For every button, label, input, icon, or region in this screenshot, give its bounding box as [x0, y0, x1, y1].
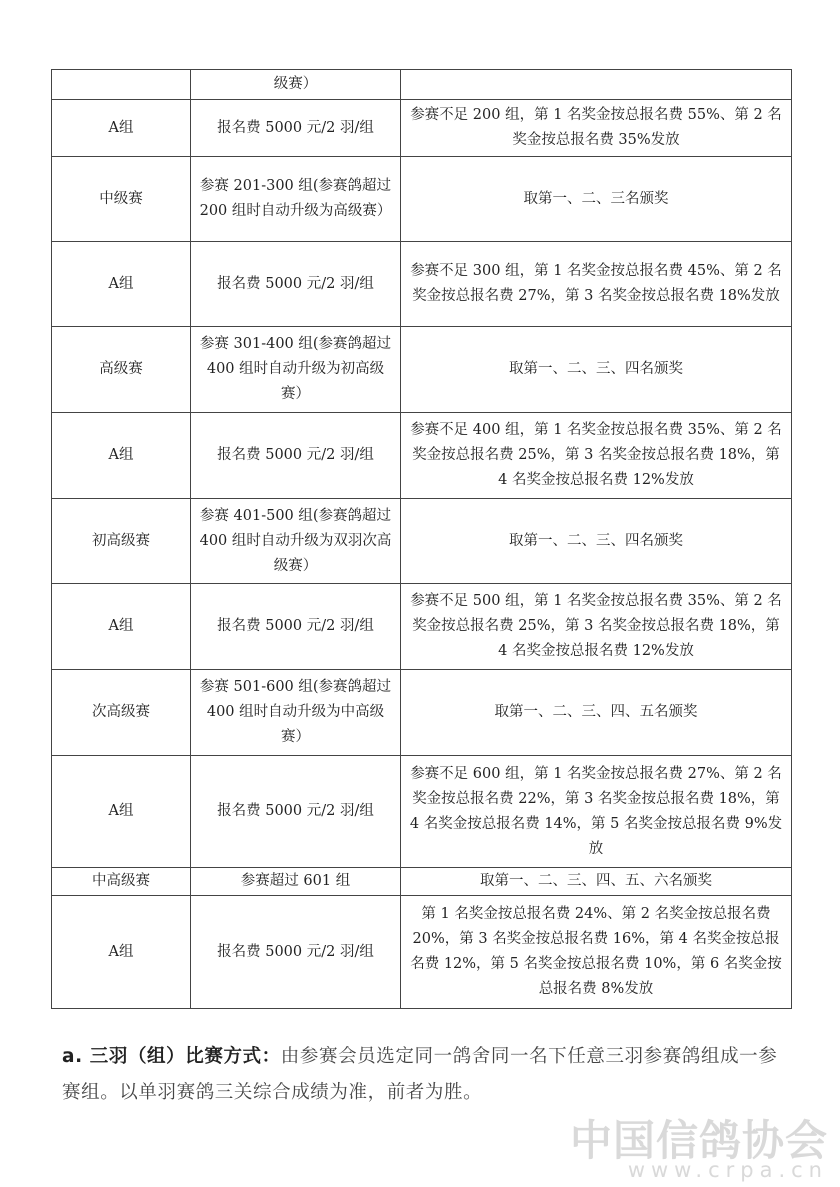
category-cell: 中高级赛 — [52, 868, 191, 896]
category-cell: A组 — [52, 756, 191, 868]
prize-rule-cell: 参赛不足 600 组，第 1 名奖金按总报名费 27%、第 2 名奖金按总报名费 22%，第 3 名奖金按总报名费 18%，第 4 名奖金按总报名费 14%，第 5 名奖金按总报名费 9%发放 — [401, 756, 792, 868]
table-row — [52, 242, 792, 327]
table-row — [52, 670, 792, 756]
prize-rule-cell: 参赛不足 200 组，第 1 名奖金按总报名费 55%、第 2 名奖金按总报名费 35%发放 — [401, 100, 792, 157]
table-row — [52, 157, 792, 242]
table-row — [52, 327, 792, 413]
category-cell: A组 — [52, 413, 191, 499]
category-cell: 初高级赛 — [52, 499, 191, 584]
watermark-url: www.crpa.cn — [627, 1158, 828, 1182]
prize-rule-cell: 第 1 名奖金按总报名费 24%、第 2 名奖金按总报名费 20%，第 3 名奖金按总报名费 16%，第 4 名奖金按总报名费 12%，第 5 名奖金按总报名费 10%，第 6 名奖金按总报名费 8%发放 — [401, 896, 792, 1009]
rule-heading: a. 三羽（组）比赛方式： — [62, 1046, 281, 1067]
entry-condition-cell: 报名费 5000 元/2 羽/组 — [191, 413, 401, 499]
prize-rule-cell — [401, 70, 792, 100]
rule-text: 由参赛会员选定同一鸽舍同一名下任意三羽参赛鸽组成一参赛组。以单羽赛鸽三关综合成绩为准，前者为胜。 — [62, 1046, 778, 1103]
three-bird-rule-paragraph — [62, 1039, 792, 1111]
table-row — [52, 756, 792, 868]
prize-rule-cell: 取第一、二、三、四、五、六名颁奖 — [401, 868, 792, 896]
entry-condition-cell: 报名费 5000 元/2 羽/组 — [191, 756, 401, 868]
entry-condition-cell: 报名费 5000 元/2 羽/组 — [191, 896, 401, 1009]
category-cell: 高级赛 — [52, 327, 191, 413]
prize-rule-cell: 取第一、二、三名颁奖 — [401, 157, 792, 242]
table-row — [52, 499, 792, 584]
entry-condition-cell: 报名费 5000 元/2 羽/组 — [191, 100, 401, 157]
table-row — [52, 584, 792, 670]
prize-rule-cell: 参赛不足 500 组，第 1 名奖金按总报名费 35%、第 2 名奖金按总报名费 25%，第 3 名奖金按总报名费 18%，第 4 名奖金按总报名费 12%发放 — [401, 584, 792, 670]
prize-rule-cell: 参赛不足 400 组，第 1 名奖金按总报名费 35%、第 2 名奖金按总报名费 25%，第 3 名奖金按总报名费 18%，第 4 名奖金按总报名费 12%发放 — [401, 413, 792, 499]
category-cell: A组 — [52, 100, 191, 157]
table-row — [52, 413, 792, 499]
prize-rule-cell: 取第一、二、三、四名颁奖 — [401, 499, 792, 584]
entry-condition-cell: 参赛 201-300 组(参赛鸽超过 200 组时自动升级为高级赛） — [191, 157, 401, 242]
table-row — [52, 896, 792, 1009]
category-cell: A组 — [52, 896, 191, 1009]
prize-rule-cell: 取第一、二、三、四、五名颁奖 — [401, 670, 792, 756]
category-cell — [52, 70, 191, 100]
category-cell: 次高级赛 — [52, 670, 191, 756]
watermark-association-name: 中国信鸽协会 — [569, 1116, 828, 1165]
table-row — [52, 868, 792, 896]
table-row — [52, 70, 792, 100]
entry-condition-cell: 报名费 5000 元/2 羽/组 — [191, 242, 401, 327]
category-cell: A组 — [52, 584, 191, 670]
entry-condition-cell: 级赛） — [191, 70, 401, 100]
prize-rules-table — [51, 69, 792, 1009]
prize-rule-cell: 参赛不足 300 组，第 1 名奖金按总报名费 45%、第 2 名奖金按总报名费 27%，第 3 名奖金按总报名费 18%发放 — [401, 242, 792, 327]
prize-rule-cell: 取第一、二、三、四名颁奖 — [401, 327, 792, 413]
category-cell: A组 — [52, 242, 191, 327]
entry-condition-cell: 参赛超过 601 组 — [191, 868, 401, 896]
entry-condition-cell: 参赛 401-500 组(参赛鸽超过 400 组时自动升级为双羽次高级赛） — [191, 499, 401, 584]
prize-rules-body — [52, 70, 792, 1009]
entry-condition-cell: 报名费 5000 元/2 羽/组 — [191, 584, 401, 670]
entry-condition-cell: 参赛 501-600 组(参赛鸽超过 400 组时自动升级为中高级赛） — [191, 670, 401, 756]
entry-condition-cell: 参赛 301-400 组(参赛鸽超过 400 组时自动升级为初高级赛） — [191, 327, 401, 413]
table-row — [52, 100, 792, 157]
category-cell: 中级赛 — [52, 157, 191, 242]
